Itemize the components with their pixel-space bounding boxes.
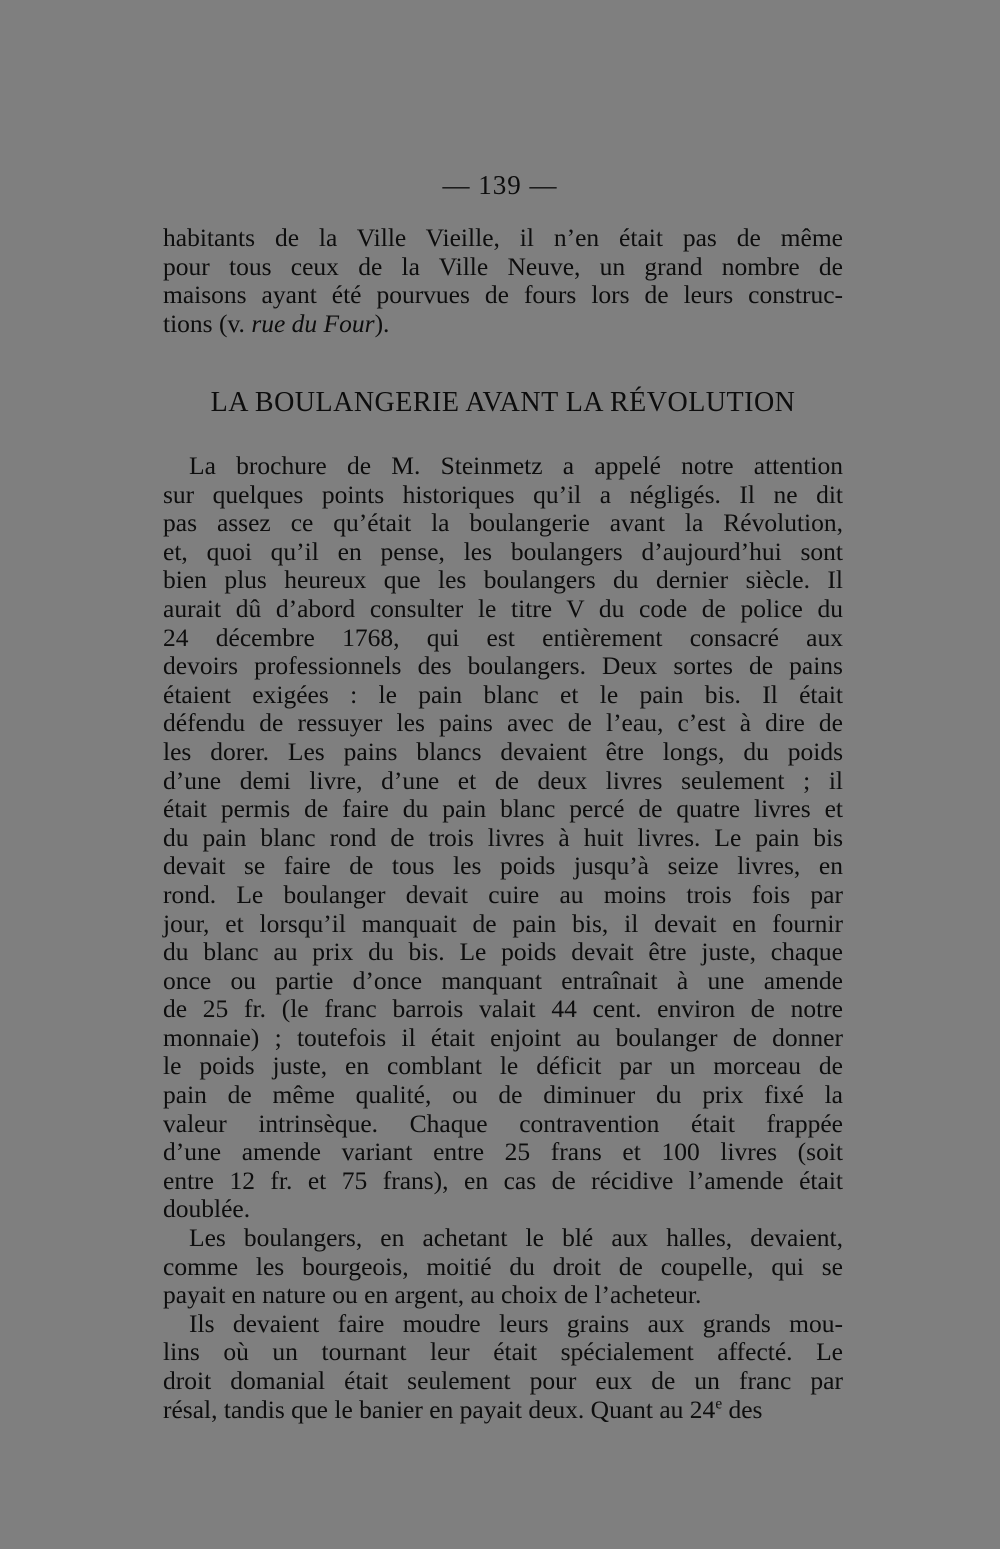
text-line: monnaie) ; toutefois il était enjoint au boulanger de donner — [163, 1022, 843, 1052]
text-line: lins où un tournant leur était spécialement affecté. Le — [163, 1337, 843, 1367]
text-line: de 25 fr. (le franc barrois valait 44 cent. environ de notre — [163, 994, 843, 1024]
text-line: du pain blanc rond de trois livres à huit livres. Le pain bis — [163, 822, 843, 852]
body-text — [163, 452, 843, 1424]
text-line: payait en nature ou en argent, au choix de l’acheteur. — [163, 1280, 702, 1310]
text-line: devait se faire de tous les poids jusqu’à seize livres, en — [163, 851, 843, 881]
text-line: rond. Le boulanger devait cuire au moins trois fois par — [163, 879, 843, 909]
superscript: e — [715, 1395, 723, 1413]
text-line: 24 décembre 1768, qui est entièrement consacré aux — [163, 622, 843, 652]
section-title: LA BOULANGERIE AVANT LA RÉVOLUTION — [210, 387, 796, 418]
text-line: once ou partie d’once manquant entraînait à une amende — [163, 965, 843, 995]
text-line: doublée. — [163, 1194, 251, 1224]
text-line: d’une amende variant entre 25 frans et 100 livres (soit — [163, 1137, 843, 1167]
text-line: pour tous ceux de la Ville Neuve, un grand nombre de — [163, 251, 843, 281]
text-run: des — [722, 1394, 763, 1424]
text-line: Ils devaient faire moudre leurs grains aux grands mou- — [189, 1308, 843, 1338]
text-line: valeur intrinsèque. Chaque contravention était frappée — [163, 1108, 843, 1138]
text-line: maisons ayant été pourvues de fours lors de leurs construc- — [163, 280, 843, 310]
text-line: était permis de faire du pain blanc percé de quatre livres et — [163, 794, 843, 824]
text-line: les dorer. Les pains blancs devaient être longs, du poids — [163, 736, 843, 766]
page-number: — 139 — — [442, 170, 558, 200]
text-line — [163, 310, 843, 339]
text-line: pas assez ce qu’était la boulangerie avant la Révolution, — [163, 508, 843, 538]
intro-paragraph — [163, 224, 843, 338]
text-line: comme les bourgeois, moitié du droit de coupelle, qui se — [163, 1251, 843, 1281]
text-line: devoirs professionnels des boulangers. Deux sortes de pains — [163, 651, 843, 681]
text-line: pain de même qualité, ou de diminuer du prix fixé la — [163, 1080, 843, 1110]
text-line: Les boulangers, en achetant le blé aux halles, devaient, — [189, 1223, 843, 1253]
text-line: étaient exigées : le pain blanc et le pain bis. Il était — [163, 679, 843, 709]
text-run: résal, tandis que le banier en payait deux. Quant au 24 — [163, 1394, 716, 1424]
text-line: habitants de la Ville Vieille, il n’en était pas de même — [163, 223, 843, 252]
text-line: sur quelques points historiques qu’il a négligés. Il ne dit — [163, 479, 843, 509]
text-line: et, quoi qu’il en pense, les boulangers d’aujourd’hui sont — [163, 536, 843, 566]
text-line: entre 12 fr. et 75 frans), en cas de récidive l’amende était — [163, 1165, 843, 1195]
text-line: aurait dû d’abord consulter le titre V du code de police du — [163, 593, 843, 623]
text-run: tions (v. — [163, 308, 252, 338]
text-line: droit domanial était seulement pour eux de un franc par — [163, 1366, 843, 1395]
text-line: du blanc au prix du bis. Le poids devait être juste, chaque — [163, 937, 843, 967]
text-line: jour, et lorsqu’il manquait de pain bis, il devait en fournir — [163, 908, 843, 938]
text-run: ). — [374, 308, 390, 338]
text-line: La brochure de M. Steinmetz a appelé notre attention — [189, 451, 843, 480]
text-line — [163, 1396, 843, 1425]
text-line: bien plus heureux que les boulangers du dernier siècle. Il — [163, 565, 843, 595]
street-name: rue du Four — [251, 308, 375, 338]
text-line: d’une demi livre, d’une et de deux livres seulement ; il — [163, 765, 843, 795]
text-line: défendu de ressuyer les pains avec de l’eau, c’est à dire de — [163, 708, 843, 738]
text-line: le poids juste, en comblant le déficit par un morceau de — [163, 1051, 843, 1081]
